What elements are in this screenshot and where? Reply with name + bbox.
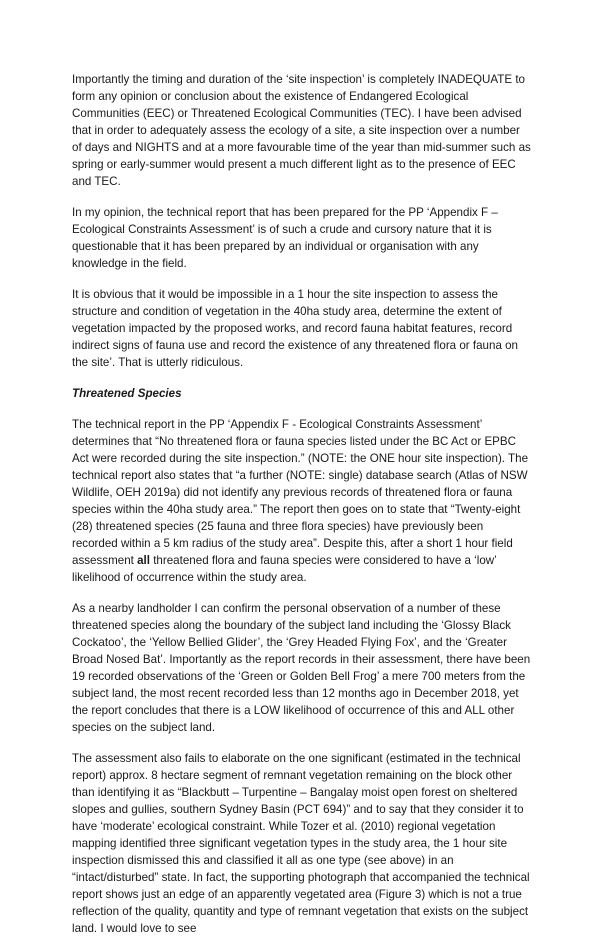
paragraph-timing: Importantly the timing and duration of the ‘site inspection’ is completely INADEQUATE to form any opinion or conclusion about the existence of Endangered Ecological Communities (EEC) or Threatened Ecological Communities (TEC). I have been advised that in order to adequately assess the ecology of a site, a site inspection over a number of days and NIGHTS and at a more favourable time of the year than mid-summer such as spring or early-summer would present a much different light as to the presence of EEC and TEC. bbox=[72, 73, 531, 188]
paragraph-site-inspection: It is obvious that it would be impossible in a 1 hour the site inspection to assess the structure and condition of vegetation in the 40ha study area, determine the extent of vegetation impacted by the proposed works, and record fauna habitat features, record indirect signs of fauna use and record the existence of any threatened flora or fauna on the site’. That is utterly ridiculous. bbox=[72, 288, 519, 369]
paragraph-landholder: As a nearby landholder I can confirm the personal observation of a number of these threatened species along the boundary of the subject land including the ‘Glossy Black Cockatoo’, the ‘Yellow Bellied Glider’, the ‘Grey Headed Flying Fox’, and the ‘Greater Broad Nosed Bat’. Importantly as the report records in their assessment, there have been 19 recorded observations of the ‘Green or Golden Bell Frog’ a mere 700 meters from the subject land, the most recent recorded less than 12 months ago in December 2018, yet the report concludes that there is a LOW likelihood of occurrence of this and ALL other species on the subject land. bbox=[72, 602, 531, 734]
paragraph-opinion: In my opinion, the technical report that has been prepared for the PP ‘Appendix F – Ecological Constraints Assessment’ is of such a crude and cursory nature that it is questionable that it has been prepared by an individual or organisation with any knowledge in the field. bbox=[72, 206, 498, 270]
paragraph-text-part: The technical report in the PP ‘Appendix F - Ecological Constraints Assessment’ determines that “No threatened flora or fauna species listed under the BC Act or EPBC Act were recorded during the site inspection.” (NOTE: the ONE hour site inspection). The technical report also states that “a further (NOTE: single) database search (Atlas of NSW Wildlife, OEH 2019a) did not identify any previous records of threatened flora or fauna species within the 40ha study area.” The report then goes on to state that “Twenty-eight (28) threatened species (25 fauna and three flora species) have previously been recorded within a 5 km radius of the study area”. Despite this, after a short 1 hour field assessment bbox=[72, 418, 529, 567]
paragraph-assessment: The assessment also fails to elaborate on the one significant (estimated in the technical report) approx. 8 hectare segment of remnant vegetation remaining on the block other than identifying it as “Blackbutt – Turpentine – Bangalay moist open forest on sheltered slopes and gullies, southern Sydney Basin (PCT 694)” and to say that they consider it to have ‘moderate’ ecological constraint. While Tozer et al. (2010) regional vegetation mapping identified three significant vegetation types in the study area, the 1 hour site inspection dismissed this and classified it all as one type (see above) in an “intact/disturbed” state. In fact, the supporting photograph that accompanied the technical report shows just an edge of an apparently vegetated area (Figure 3) which is not a true reflection of the quality, quantity and type of remnant vegetation that exists on the subject land. I would love to see bbox=[72, 752, 530, 935]
paragraph-text-part: threatened flora and fauna species were considered to have a ‘low’ likelihood of occurrence within the study area. bbox=[72, 554, 497, 584]
paragraph-technical-report bbox=[72, 416, 532, 586]
section-heading: Threatened Species bbox=[72, 387, 182, 400]
emphasis-all: all bbox=[137, 554, 150, 567]
document-body bbox=[72, 71, 532, 951]
